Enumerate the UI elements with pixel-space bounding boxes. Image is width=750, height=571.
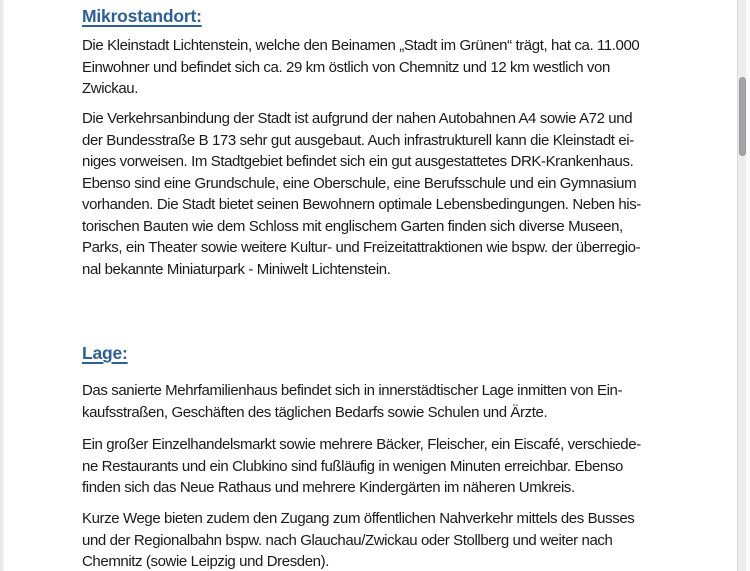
text-line: torischen Bauten wie dem Schloss mit englischem Garten finden sich diverse Museen, — [82, 217, 623, 235]
text-line: finden sich das Neue Rathaus und mehrere Kindergärten im näheren Umkreis. — [82, 479, 575, 496]
paragraph-mehrfamilienhaus — [82, 380, 722, 423]
text-line: Ebenso sind eine Grundschule, eine Oberschule, eine Berufsschule und ein Gymnasium — [82, 174, 637, 192]
text-line: vorhanden. Die Stadt bietet seinen Bewohnern optimale Lebensbedingungen. Neben his- — [82, 196, 641, 213]
text-line: Ein großer Einzelhandelsmarkt sowie mehrere Bäcker, Fleischer, ein Eiscafé, verschiede- — [82, 436, 641, 453]
text-line: nal bekannte Miniaturpark - Miniwelt Lichtenstein. — [82, 260, 391, 278]
text-line: Kurze Wege bieten zudem den Zugang zum öffentlichen Nahverkehr mittels des Busses — [82, 510, 635, 527]
scrollbar-thumb[interactable] — [739, 77, 747, 156]
text-line: Die Kleinstadt Lichtenstein, welche den Beinamen „Stadt im Grünen“ trägt, hat ca. 11.000 — [82, 37, 640, 54]
section-heading-mikrostandort: Mikrostandort: — [82, 6, 202, 26]
text-line: Einwohner und befindet sich ca. 29 km östlich von Chemnitz und 12 km westlich von — [82, 58, 610, 76]
text-line: Zwickau. — [82, 80, 138, 97]
paragraph-verkehrsanbindung — [82, 108, 722, 280]
paragraph-nahverkehr — [82, 508, 722, 571]
text-line: Das sanierte Mehrfamilienhaus befindet sich in innerstädtischer Lage inmitten von Ein- — [82, 382, 623, 399]
text-line: Parks, ein Theater sowie weitere Kultur- und Freizeitattraktionen wie bspw. der überregio- — [82, 239, 641, 256]
scrollbar-right-margin — [746, 0, 750, 571]
text-line: Chemnitz (sowie Leipzig und Dresden). — [82, 553, 329, 570]
text-line: und der Regionalbahn bspw. nach Glauchau/Zwickau oder Stollberg und weiter nach — [82, 531, 613, 549]
section-heading-lage: Lage: — [82, 343, 128, 363]
text-line: der Bundesstraße B 173 sehr gut ausgebaut. Auch infrastrukturell kann die Kleinstadt ei- — [82, 131, 634, 149]
text-line: kaufsstraßen, Geschäften des täglichen Bedarfs sowie Schulen und Ärzte. — [82, 403, 548, 421]
paragraph-kleinstadt-intro — [82, 35, 722, 100]
paragraph-einzelhandel — [82, 434, 722, 499]
text-line: Die Verkehrsanbindung der Stadt ist aufgrund der nahen Autobahnen A4 sowie A72 und — [82, 110, 633, 127]
text-line: ne Restaurants und ein Clubkino sind fußläufig in wenigen Minuten erreichbar. Ebenso — [82, 457, 623, 475]
text-line: niges vorweisen. Im Stadtgebiet befindet sich ein gut ausgestattetes DRK-Krankenhaus. — [82, 153, 634, 170]
scrollbar[interactable] — [737, 0, 746, 571]
